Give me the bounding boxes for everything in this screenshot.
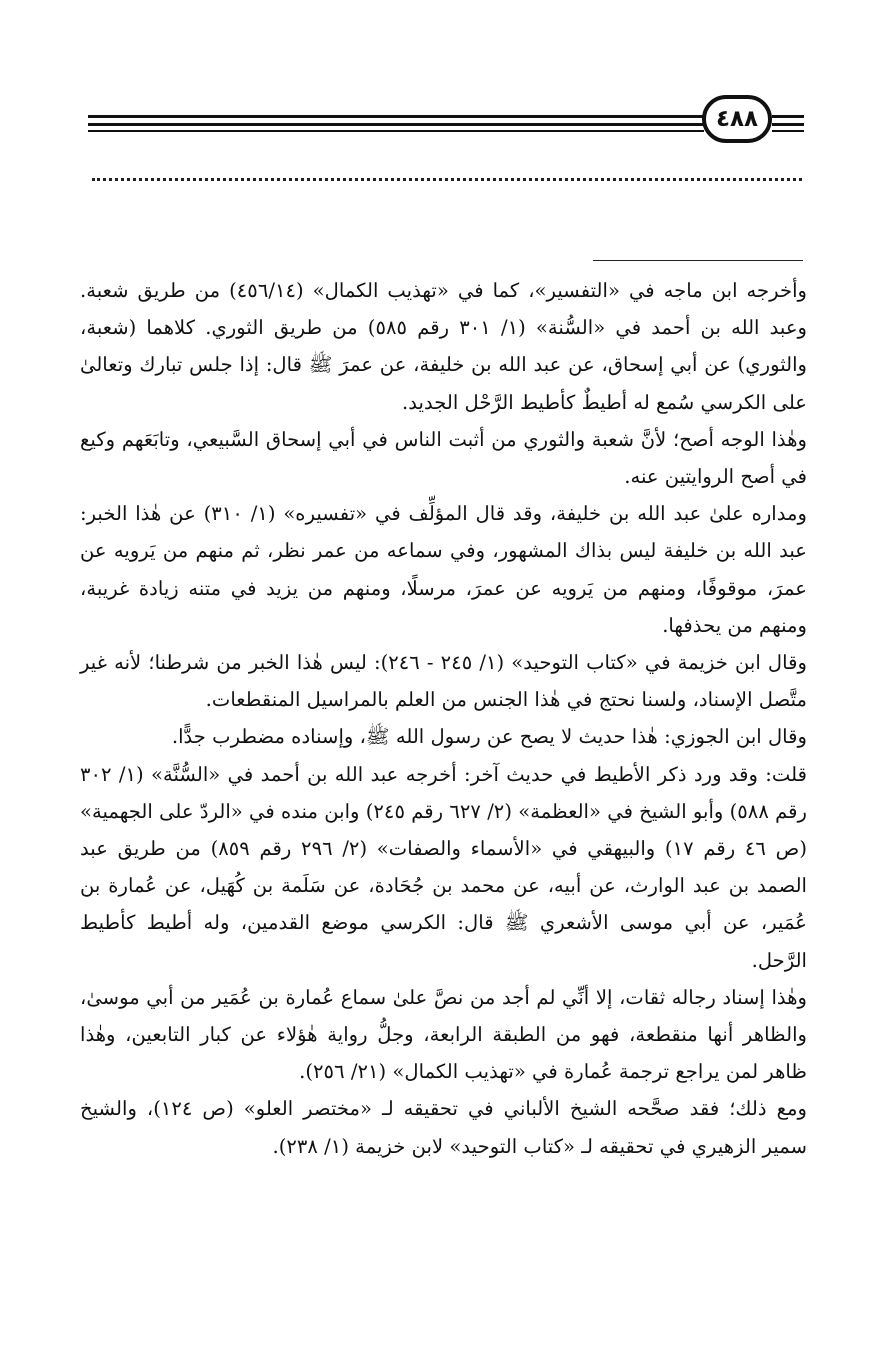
paragraph: ومداره علىٰ عبد الله بن خليفة، وقد قال المؤلِّف في «تفسيره» (١/ ٣١٠) عن هٰذا الخبر: عبد الله بن خليفة ليس بذاك المشهور، وفي سماعه من عمر نظر، ثم منهم من يَرويه عن عمرَ، موقوفًا، ومنهم من يَرويه عن عمرَ، مرسلًا، ومنهم من يزيد في متنه زيادة غريبة، ومنهم من يحذفها. — [80, 502, 807, 637]
footnote-text — [80, 272, 807, 1165]
paragraph: وأخرجه ابن ماجه في «التفسير»، كما في «تهذيب الكمال» (٤٥٦/١٤) من طريق شعبة. وعبد الله بن أحمد في «السُّنة» (١/ ٣٠١ رقم ٥٨٥) من طريق الثوري. كلاهما (شعبة، والثوري) عن أبي إسحاق، عن عبد الله بن خليفة، عن عمرَ ﷺ قال: إذا جلس تبارك وتعالىٰ على الكرسي سُمع له أطيطٌ كأطيط الرَّحْل الجديد. — [80, 279, 807, 414]
header-rule — [88, 123, 704, 126]
paragraph: ومع ذلك؛ فقد صحَّحه الشيخ الألباني في تحقيقه لـ «مختصر العلو» (ص ١٢٤)، والشيخ سمير الزهيري في تحقيقه لـ «كتاب التوحيد» لابن خزيمة (١/ ٢٣٨). — [80, 1097, 807, 1158]
dotted-separator — [92, 178, 802, 181]
paragraph: وهٰذا إسناد رجاله ثقات، إلا أنِّي لم أجد من نصَّ علىٰ سماع عُمارة بن عُمَير من أبي موسىٰ، والظاهر أنها منقطعة، فهو من الطبقة الرابعة، وجلُّ رواية هٰؤلاء عن كبار التابعين، وهٰذا ظاهر لمن يراجع ترجمة عُمارة في «تهذيب الكمال» (٢١/ ٢٥٦). — [80, 985, 807, 1084]
paragraph: وهٰذا الوجه أصح؛ لأنَّ شعبة والثوري من أثبت الناس في أبي إسحاق السَّبيعي، وتابَعَهم وكيع في أصح الروايتين عنه. — [80, 427, 807, 489]
paragraph: وقال ابن الجوزي: هٰذا حديث لا يصح عن رسول الله ﷺ، وإسناده مضطرب جدًّا. — [171, 725, 807, 749]
header-rule — [772, 115, 804, 118]
header-rule — [772, 130, 804, 132]
paragraph: قلت: وقد ورد ذكر الأطيط في حديث آخر: أخرجه عبد الله بن أحمد في «السُّنَّة» (١/ ٣٠٢ رقم ٥٨٨) وأبو الشيخ في «العظمة» (٢/ ٦٢٧ رقم ٢٤٥) وابن منده في «الردّ على الجهمية» (ص ٤٦ رقم ١٧) والبيهقي في «الأسماء والصفات» (٢/ ٢٩٦ رقم ٨٥٩) من طريق عبد الصمد بن عبد الوارث، عن أبيه، عن محمد بن جُحَادة، عن سَلَمة بن كُهَيل، عن عُمارة بن عُمَير، عن أبي موسى الأشعري ﷺ قال: الكرسي موضع القدمين، وله أطيط كأطيط الرَّحل. — [80, 762, 807, 972]
paragraph: وقال ابن خزيمة في «كتاب التوحيد» (١/ ٢٤٥ - ٢٤٦): ليس هٰذا الخبر من شرطنا؛ لأنه غير متَّصل الإسناد، ولسنا نحتج في هٰذا الجنس من العلم بالمراسيل المنقطعات. — [80, 651, 807, 712]
header-rule — [88, 130, 704, 132]
footnote-rule — [593, 260, 803, 261]
header-rule — [88, 115, 704, 118]
header-rule — [772, 123, 804, 126]
page-number: ٤٨٨ — [702, 95, 772, 143]
